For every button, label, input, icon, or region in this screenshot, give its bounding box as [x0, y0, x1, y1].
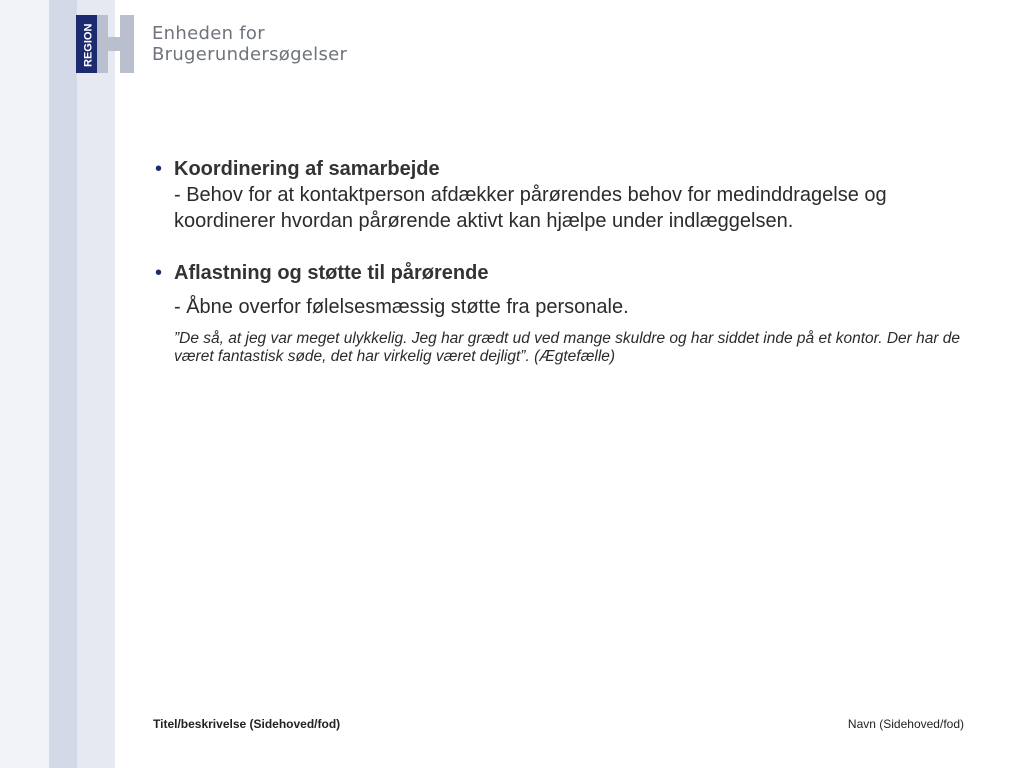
logo-text: REGION — [82, 23, 95, 67]
organization-name-line-1: Enheden for — [152, 23, 265, 44]
quote-text: ”De så, at jeg var meget ulykkelig. Jeg har grædt ud ved mange skuldre og har siddet inde på et kontor. Der har de været fantastisk søde, det har virkelig været dejligt”. (Ægtefælle) — [174, 330, 961, 365]
background-stripe-middle — [49, 0, 77, 768]
bullet-title: Aflastning og støtte til pårørende — [174, 262, 489, 284]
bullet-body: - Behov for at kontaktperson afdækker pårørendes behov for medinddragelse og koordinerer hvordan pårørende aktivt kan hjælpe under indlæggelsen. — [174, 184, 887, 232]
slide-content — [152, 156, 972, 366]
organization-name-line-2: Brugerundersøgelser — [152, 44, 348, 65]
bullet-title: Koordinering af samarbejde — [174, 158, 440, 180]
background-stripe-left — [0, 0, 49, 768]
bullet-item-relief — [152, 260, 972, 366]
organization-name — [152, 23, 347, 65]
bullet-icon: • — [155, 262, 163, 284]
footer-name: Navn (Sidehoved/fod) — [847, 717, 964, 731]
bullet-icon: • — [155, 158, 163, 180]
background-stripe-right — [77, 0, 115, 768]
region-logo — [76, 15, 134, 73]
footer-title: Titel/beskrivelse (Sidehoved/fod) — [153, 717, 341, 731]
bullet-body: - Åbne overfor følelsesmæssig støtte fra personale. — [174, 296, 629, 318]
bullet-item-coordination — [152, 156, 972, 234]
